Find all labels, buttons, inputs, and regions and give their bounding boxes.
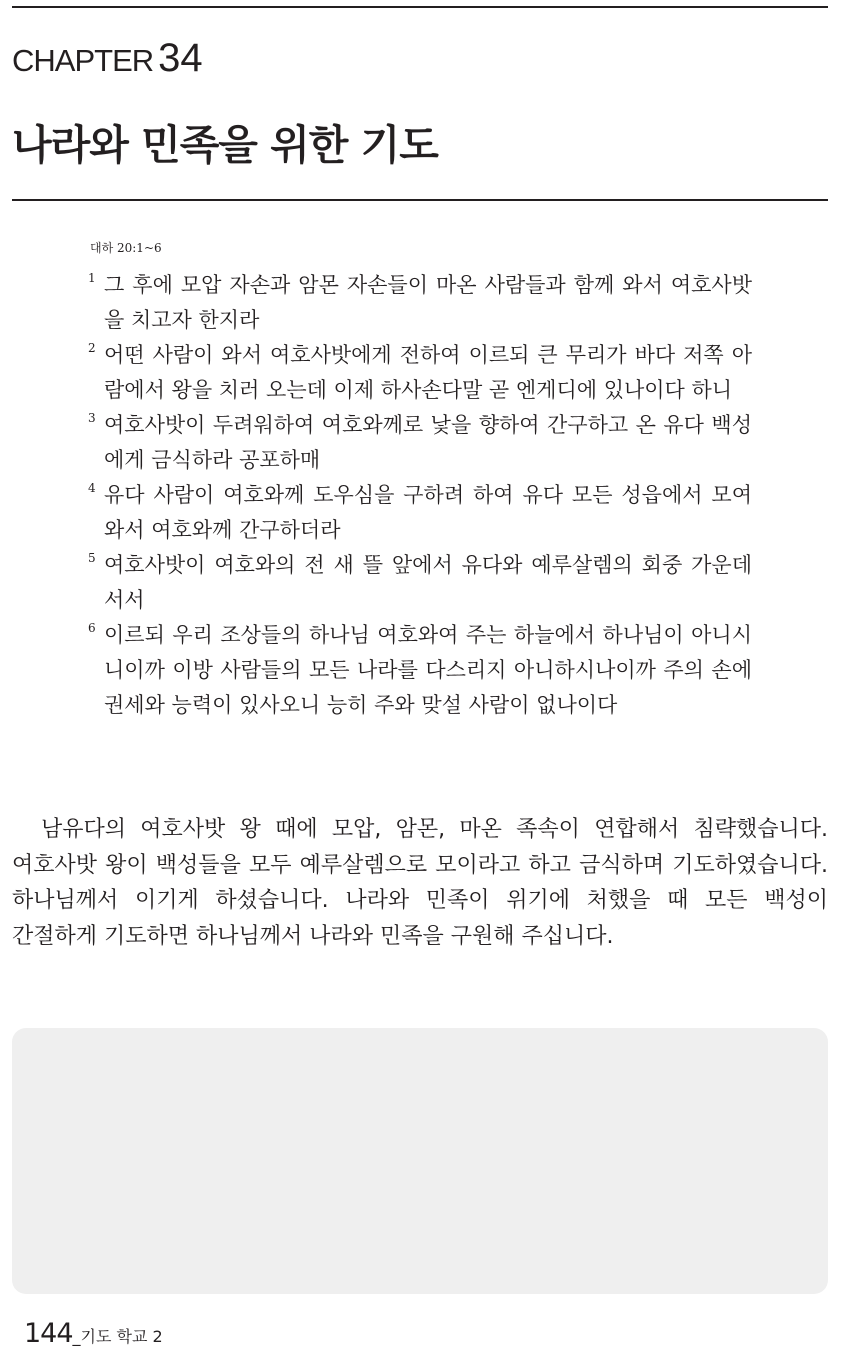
verse-2 bbox=[88, 338, 752, 408]
verse-number: 4 bbox=[88, 481, 96, 495]
verse-text: 그 후에 모압 자손과 암몬 자손들이 마온 사람들과 함께 와서 여호사밧을 치고자 한지라 bbox=[104, 273, 752, 332]
scripture-verses bbox=[88, 268, 752, 723]
verse-4 bbox=[88, 478, 752, 548]
writing-note-box[interactable] bbox=[12, 1028, 828, 1294]
verse-number: 1 bbox=[88, 271, 96, 285]
verse-text: 유다 사람이 여호와께 도우심을 구하려 하여 유다 모든 성읍에서 모여와서 여호와께 간구하더라 bbox=[104, 483, 752, 542]
running-title: _기도 학교 2 bbox=[72, 1327, 163, 1346]
verse-number: 6 bbox=[88, 621, 96, 635]
verse-5 bbox=[88, 548, 752, 618]
verse-text: 어떤 사람이 와서 여호사밧에게 전하여 이르되 큰 무리가 바다 저쪽 아람에서 왕을 치러 오는데 이제 하사손다말 곧 엔게디에 있나이다 하니 bbox=[104, 343, 752, 402]
header-top-rule bbox=[12, 6, 828, 8]
scripture-reference: 대하 20:1~6 bbox=[90, 241, 162, 255]
verse-1 bbox=[88, 268, 752, 338]
verse-text: 여호사밧이 여호와의 전 새 뜰 앞에서 유다와 예루살렘의 회중 가운데 서서 bbox=[104, 553, 752, 612]
chapter-word: CHAPTER bbox=[12, 43, 154, 78]
chapter-label bbox=[12, 36, 203, 81]
verse-text: 이르되 우리 조상들의 하나님 여호와여 주는 하늘에서 하나님이 아니시니이까 이방 사람들의 모든 나라를 다스리지 아니하시나이까 주의 손에 권세와 능력이 있사오니 능히 주와 맞설 사람이 없나이다 bbox=[104, 623, 752, 717]
verse-3 bbox=[88, 408, 752, 478]
verse-number: 5 bbox=[88, 551, 96, 565]
header-bottom-rule bbox=[12, 199, 828, 201]
verse-number: 3 bbox=[88, 411, 96, 425]
page-footer bbox=[24, 1318, 163, 1349]
verse-text: 여호사밧이 두려워하여 여호와께로 낯을 향하여 간구하고 온 유다 백성에게 금식하라 공포하매 bbox=[104, 413, 752, 472]
body-paragraph: 남유다의 여호사밧 왕 때에 모압, 암몬, 마온 족속이 연합해서 침략했습니다. 여호사밧 왕이 백성들을 모두 예루살렘으로 모이라고 하고 금식하며 기도하였습니다. 하나님께서 이기게 하셨습니다. 나라와 민족이 위기에 처했을 때 모든 백성이 간절하게 기도하면 하나님께서 나라와 민족을 구원해 주십니다. bbox=[12, 817, 828, 949]
verse-number: 2 bbox=[88, 341, 96, 355]
page-number: 144 bbox=[24, 1318, 73, 1349]
chapter-number: 34 bbox=[158, 36, 203, 80]
chapter-title: 나라와 민족을 위한 기도 bbox=[12, 121, 438, 169]
verse-6 bbox=[88, 618, 752, 723]
